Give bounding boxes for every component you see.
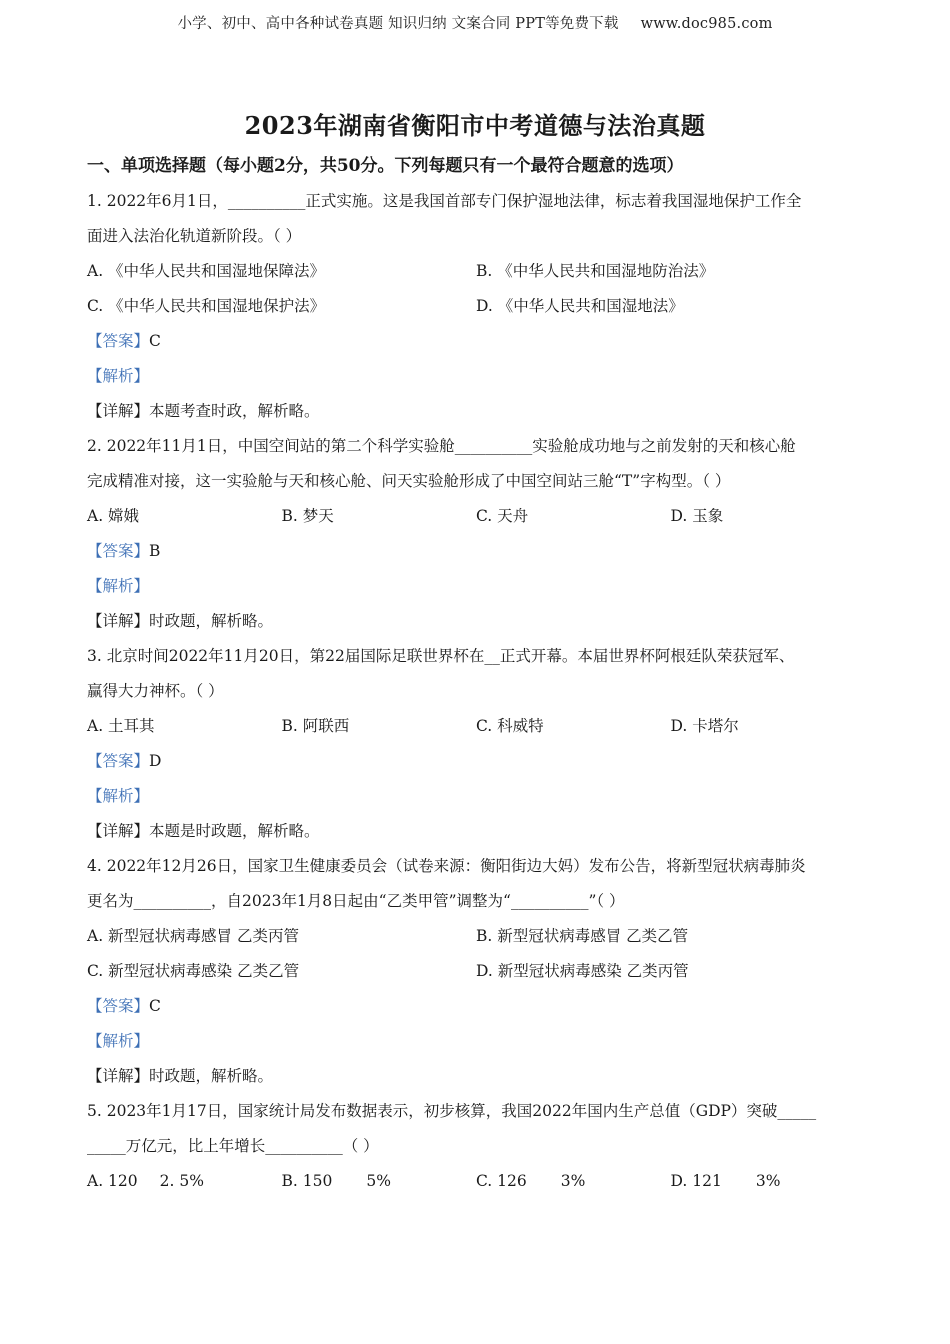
detail-label: 【详解】	[87, 612, 150, 630]
q3-options	[87, 712, 867, 747]
q3-line1: 3. 北京时间2022年11月20日，第22届国际足联世界杯在__正式开幕。本届世界杯阿根廷队荣获冠军、	[87, 647, 795, 665]
q4-detail-text: 时政题，解析略。	[149, 1067, 274, 1085]
q3-option-b: B. 阿联西	[281, 717, 350, 735]
document-body	[87, 152, 867, 1202]
q2-options	[87, 502, 867, 537]
q1-line1: 1. 2022年6月1日，__________正式实施。这是我国首部专门保护湿地法律，标志着我国湿地保护工作全	[87, 192, 802, 210]
q2-option-d: D. 玉象	[670, 507, 724, 525]
q3-answer-value: D	[149, 752, 162, 770]
q4-line1: 4. 2022年12月26日，国家卫生健康委员会（试卷来源：衡阳街边大妈）发布公告，将新型冠状病毒肺炎	[87, 857, 806, 875]
q5-option-b	[282, 1167, 477, 1202]
q1-line2: 面进入法治化轨道新阶段。（ ）	[87, 227, 302, 245]
q5-option-b-value: B. 150	[281, 1172, 333, 1190]
q3-detail	[87, 817, 867, 852]
q3-option-d: D. 卡塔尔	[670, 717, 739, 735]
q2-line2: 完成精准对接，这一实验舱与天和核心舱、问天实验舱形成了中国空间站三舱“T”字构型。（ ）	[87, 472, 731, 490]
q3-detail-text: 本题是时政题，解析略。	[149, 822, 320, 840]
q4-line2: 更名为__________，自2023年1月8日起由“乙类甲管”调整为“__________”（ ）	[87, 892, 625, 910]
q2-line1: 2. 2022年11月1日，中国空间站的第二个科学实验舱__________实验舱成功地与之前发射的天和核心舱	[87, 437, 796, 455]
q5-line1: 5. 2023年1月17日，国家统计局发布数据表示，初步核算，我国2022年国内生产总值（GDP）突破_____	[87, 1102, 817, 1120]
q2-option-a: A. 嫦娥	[87, 507, 140, 525]
q1-option-a: A. 《中华人民共和国湿地保障法》	[87, 262, 326, 280]
answer-label: 【答案】	[87, 542, 150, 560]
q5-option-a-rate: 2. 5%	[159, 1172, 204, 1190]
q1-options-row2	[87, 292, 867, 327]
q5-option-b-rate: 5%	[366, 1172, 391, 1190]
q5-option-d-value: D. 121	[670, 1172, 722, 1190]
answer-label: 【答案】	[87, 997, 150, 1015]
q4-detail	[87, 1062, 867, 1097]
q3-option-c: C. 科威特	[476, 717, 544, 735]
q2-answer-value: B	[149, 542, 161, 560]
q4-answer	[87, 992, 867, 1027]
q4-answer-value: C	[149, 997, 161, 1015]
header-text: 小学、初中、高中各种试卷真题 知识归纳 文案合同 PPT等免费下载	[177, 16, 619, 32]
q4-option-a: A. 新型冠状病毒感冒 乙类丙管	[87, 927, 299, 945]
q2-detail-text: 时政题，解析略。	[149, 612, 274, 630]
q2-answer	[87, 537, 867, 572]
q4-option-b: B. 新型冠状病毒感冒 乙类乙管	[476, 927, 689, 945]
q1-option-c: C. 《中华人民共和国湿地保护法》	[87, 297, 326, 315]
q4-analysis-label: 【解析】	[87, 1032, 150, 1050]
section-heading: 一、单项选择题（每小题2分，共50分。下列每题只有一个最符合题意的选项）	[87, 156, 684, 176]
q5-option-c-value: C. 126	[476, 1172, 527, 1190]
q5-option-c-rate: 3%	[560, 1172, 586, 1190]
q1-answer	[87, 327, 867, 362]
q3-answer	[87, 747, 867, 782]
q1-analysis-label: 【解析】	[87, 367, 150, 385]
q5-option-c	[476, 1167, 671, 1202]
q3-option-a: A. 土耳其	[87, 717, 155, 735]
header-site: www.doc985.com	[640, 16, 773, 32]
q2-detail	[87, 607, 867, 642]
q1-detail	[87, 397, 867, 432]
q1-options-row1	[87, 257, 867, 292]
detail-label: 【详解】	[87, 1067, 150, 1085]
q1-option-d: D. 《中华人民共和国湿地法》	[476, 297, 684, 315]
q5-option-d	[671, 1167, 866, 1202]
q2-option-b: B. 梦天	[281, 507, 334, 525]
answer-label: 【答案】	[87, 752, 150, 770]
detail-label: 【详解】	[87, 402, 150, 420]
q1-option-b: B. 《中华人民共和国湿地防治法》	[476, 262, 715, 280]
page-title: 2023年湖南省衡阳市中考道德与法治真题	[244, 111, 706, 140]
q3-analysis-label: 【解析】	[87, 787, 150, 805]
detail-label: 【详解】	[87, 822, 150, 840]
q4-options-row2	[87, 957, 867, 992]
q5-option-a	[87, 1167, 282, 1202]
q1-detail-text: 本题考查时政，解析略。	[149, 402, 320, 420]
q4-option-d: D. 新型冠状病毒感染 乙类丙管	[476, 962, 689, 980]
q4-options-row1	[87, 922, 867, 957]
q5-option-d-rate: 3%	[755, 1172, 781, 1190]
page-header	[0, 12, 950, 33]
q5-line2: _____万亿元，比上年增长__________（ ）	[87, 1137, 379, 1155]
q3-line2: 赢得大力神杯。（ ）	[87, 682, 224, 700]
q1-answer-value: C	[149, 332, 161, 350]
q5-option-a-value: A. 120	[87, 1172, 138, 1190]
q4-option-c: C. 新型冠状病毒感染 乙类乙管	[87, 962, 300, 980]
q5-options	[87, 1167, 867, 1202]
q2-analysis-label: 【解析】	[87, 577, 150, 595]
q2-option-c: C. 天舟	[476, 507, 529, 525]
answer-label: 【答案】	[87, 332, 150, 350]
